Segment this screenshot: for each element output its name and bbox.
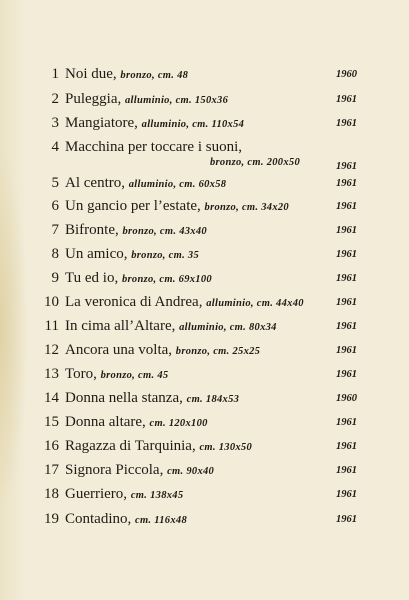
item-title-line: [65, 317, 277, 337]
item-title-line: [65, 510, 187, 530]
list-item: [0, 461, 409, 485]
item-title: In cima all’Altare,: [65, 318, 176, 334]
item-details: bronzo, cm. 34x20: [204, 202, 289, 213]
item-title-line: [65, 65, 188, 85]
item-number: 5: [51, 175, 59, 191]
item-details: alluminio, cm. 80x34: [179, 322, 277, 333]
item-title-line: [65, 197, 289, 217]
item-details: bronzo, cm. 45: [100, 370, 169, 381]
list-item: [0, 510, 409, 534]
item-number: 19: [44, 511, 59, 527]
item-year: 1961: [336, 161, 357, 172]
list-item: [0, 317, 409, 341]
item-year: 1961: [336, 369, 357, 380]
item-title: Al centro,: [65, 175, 125, 191]
item-details: cm. 116x48: [135, 515, 187, 526]
item-year: 1961: [336, 225, 357, 236]
list-item: [0, 269, 409, 293]
item-year: 1960: [336, 69, 357, 80]
item-details: alluminio, cm. 110x54: [141, 119, 245, 130]
item-title: Mangiatore,: [65, 115, 138, 131]
item-title: Bifronte,: [65, 222, 119, 238]
list-item: [0, 174, 409, 198]
item-year: 1961: [336, 345, 357, 356]
item-number: 9: [51, 270, 59, 286]
item-title: Donna nella stanza,: [65, 390, 183, 406]
item-title-line: [65, 389, 239, 409]
list-item: [0, 389, 409, 413]
item-title: Ancora una volta,: [65, 342, 173, 358]
item-details: cm. 184x53: [186, 394, 240, 405]
item-number: 12: [44, 342, 59, 358]
item-title: Signora Piccola,: [65, 462, 164, 478]
item-number: 11: [44, 318, 59, 334]
list-item: [0, 437, 409, 461]
item-year: 1961: [336, 417, 357, 428]
item-title-line: [65, 293, 304, 313]
list-item: [0, 293, 409, 317]
list-item: [0, 245, 409, 269]
item-title-line: [65, 413, 208, 433]
item-title-line: [65, 245, 199, 265]
list-item: [0, 138, 409, 176]
item-title-line: [65, 221, 207, 241]
item-title: Tu ed io,: [65, 270, 119, 286]
item-number: 13: [44, 366, 59, 382]
item-number: 1: [51, 66, 59, 82]
item-title-line: [65, 269, 212, 289]
item-details: cm. 90x40: [167, 466, 215, 477]
item-number: 4: [51, 139, 59, 155]
item-details: bronzo, cm. 25x25: [175, 346, 261, 357]
list-item: [0, 65, 409, 89]
item-details: bronzo, cm. 48: [120, 70, 189, 81]
item-number: 14: [44, 390, 59, 406]
item-title: Donna altare,: [65, 414, 146, 430]
item-title: Puleggia,: [65, 91, 122, 107]
item-details: cm. 138x45: [130, 490, 184, 501]
item-year: 1961: [336, 118, 357, 129]
item-title-line: [65, 485, 183, 505]
item-title: Noi due,: [65, 66, 117, 82]
item-year: 1961: [336, 273, 357, 284]
item-details: bronzo, cm. 69x100: [121, 274, 212, 285]
item-year: 1961: [336, 321, 357, 332]
item-details: cm. 130x50: [199, 442, 253, 453]
item-number: 6: [51, 198, 59, 214]
item-details: bronzo, cm. 43x40: [122, 226, 207, 237]
item-year: 1961: [336, 94, 357, 105]
item-details: alluminio, cm. 44x40: [206, 298, 304, 309]
item-title: Guerriero,: [65, 486, 128, 502]
item-year: 1961: [336, 489, 357, 500]
item-number: 2: [51, 91, 59, 107]
list-item: [0, 413, 409, 437]
list-item: [0, 341, 409, 365]
item-title: La veronica di Andrea,: [65, 294, 203, 310]
item-details: alluminio, cm. 150x36: [125, 95, 229, 106]
list-item: [0, 365, 409, 389]
item-title: Un gancio per l’estate,: [65, 198, 201, 214]
item-number: 18: [44, 486, 59, 502]
item-year: 1961: [336, 465, 357, 476]
item-year: 1961: [336, 514, 357, 525]
item-number: 3: [51, 115, 59, 131]
item-title-line: [65, 174, 226, 194]
item-title-line: [65, 365, 168, 385]
item-number: 10: [44, 294, 59, 310]
item-title-line: [65, 461, 214, 481]
item-number: 15: [44, 414, 59, 430]
item-title-line: [65, 114, 244, 134]
item-title: Ragazza di Tarquinia,: [65, 438, 196, 454]
list-item: [0, 485, 409, 509]
item-title: Macchina per toccare i suoni,: [65, 139, 243, 155]
item-title-line: [65, 437, 252, 457]
item-number: 8: [51, 246, 59, 262]
item-details: bronzo, cm. 200x50: [210, 157, 300, 168]
item-year: 1961: [336, 201, 357, 212]
item-title: Toro,: [65, 366, 97, 382]
item-number: 7: [51, 222, 59, 238]
item-title: Un amico,: [65, 246, 128, 262]
item-title: Contadino,: [65, 511, 132, 527]
item-number: 17: [44, 462, 59, 478]
item-year: 1961: [336, 178, 357, 189]
list-item: [0, 221, 409, 245]
item-number: 16: [44, 438, 59, 454]
item-details: alluminio, cm. 60x58: [128, 179, 227, 190]
item-year: 1961: [336, 441, 357, 452]
item-details: cm. 120x100: [149, 418, 208, 429]
item-year: 1961: [336, 249, 357, 260]
list-item: [0, 197, 409, 221]
item-title-line: [65, 341, 260, 361]
item-title-line: [65, 90, 228, 110]
list-item: [0, 90, 409, 114]
item-year: 1960: [336, 393, 357, 404]
item-year: 1961: [336, 297, 357, 308]
item-details: bronzo, cm. 35: [131, 250, 200, 261]
list-item: [0, 114, 409, 138]
